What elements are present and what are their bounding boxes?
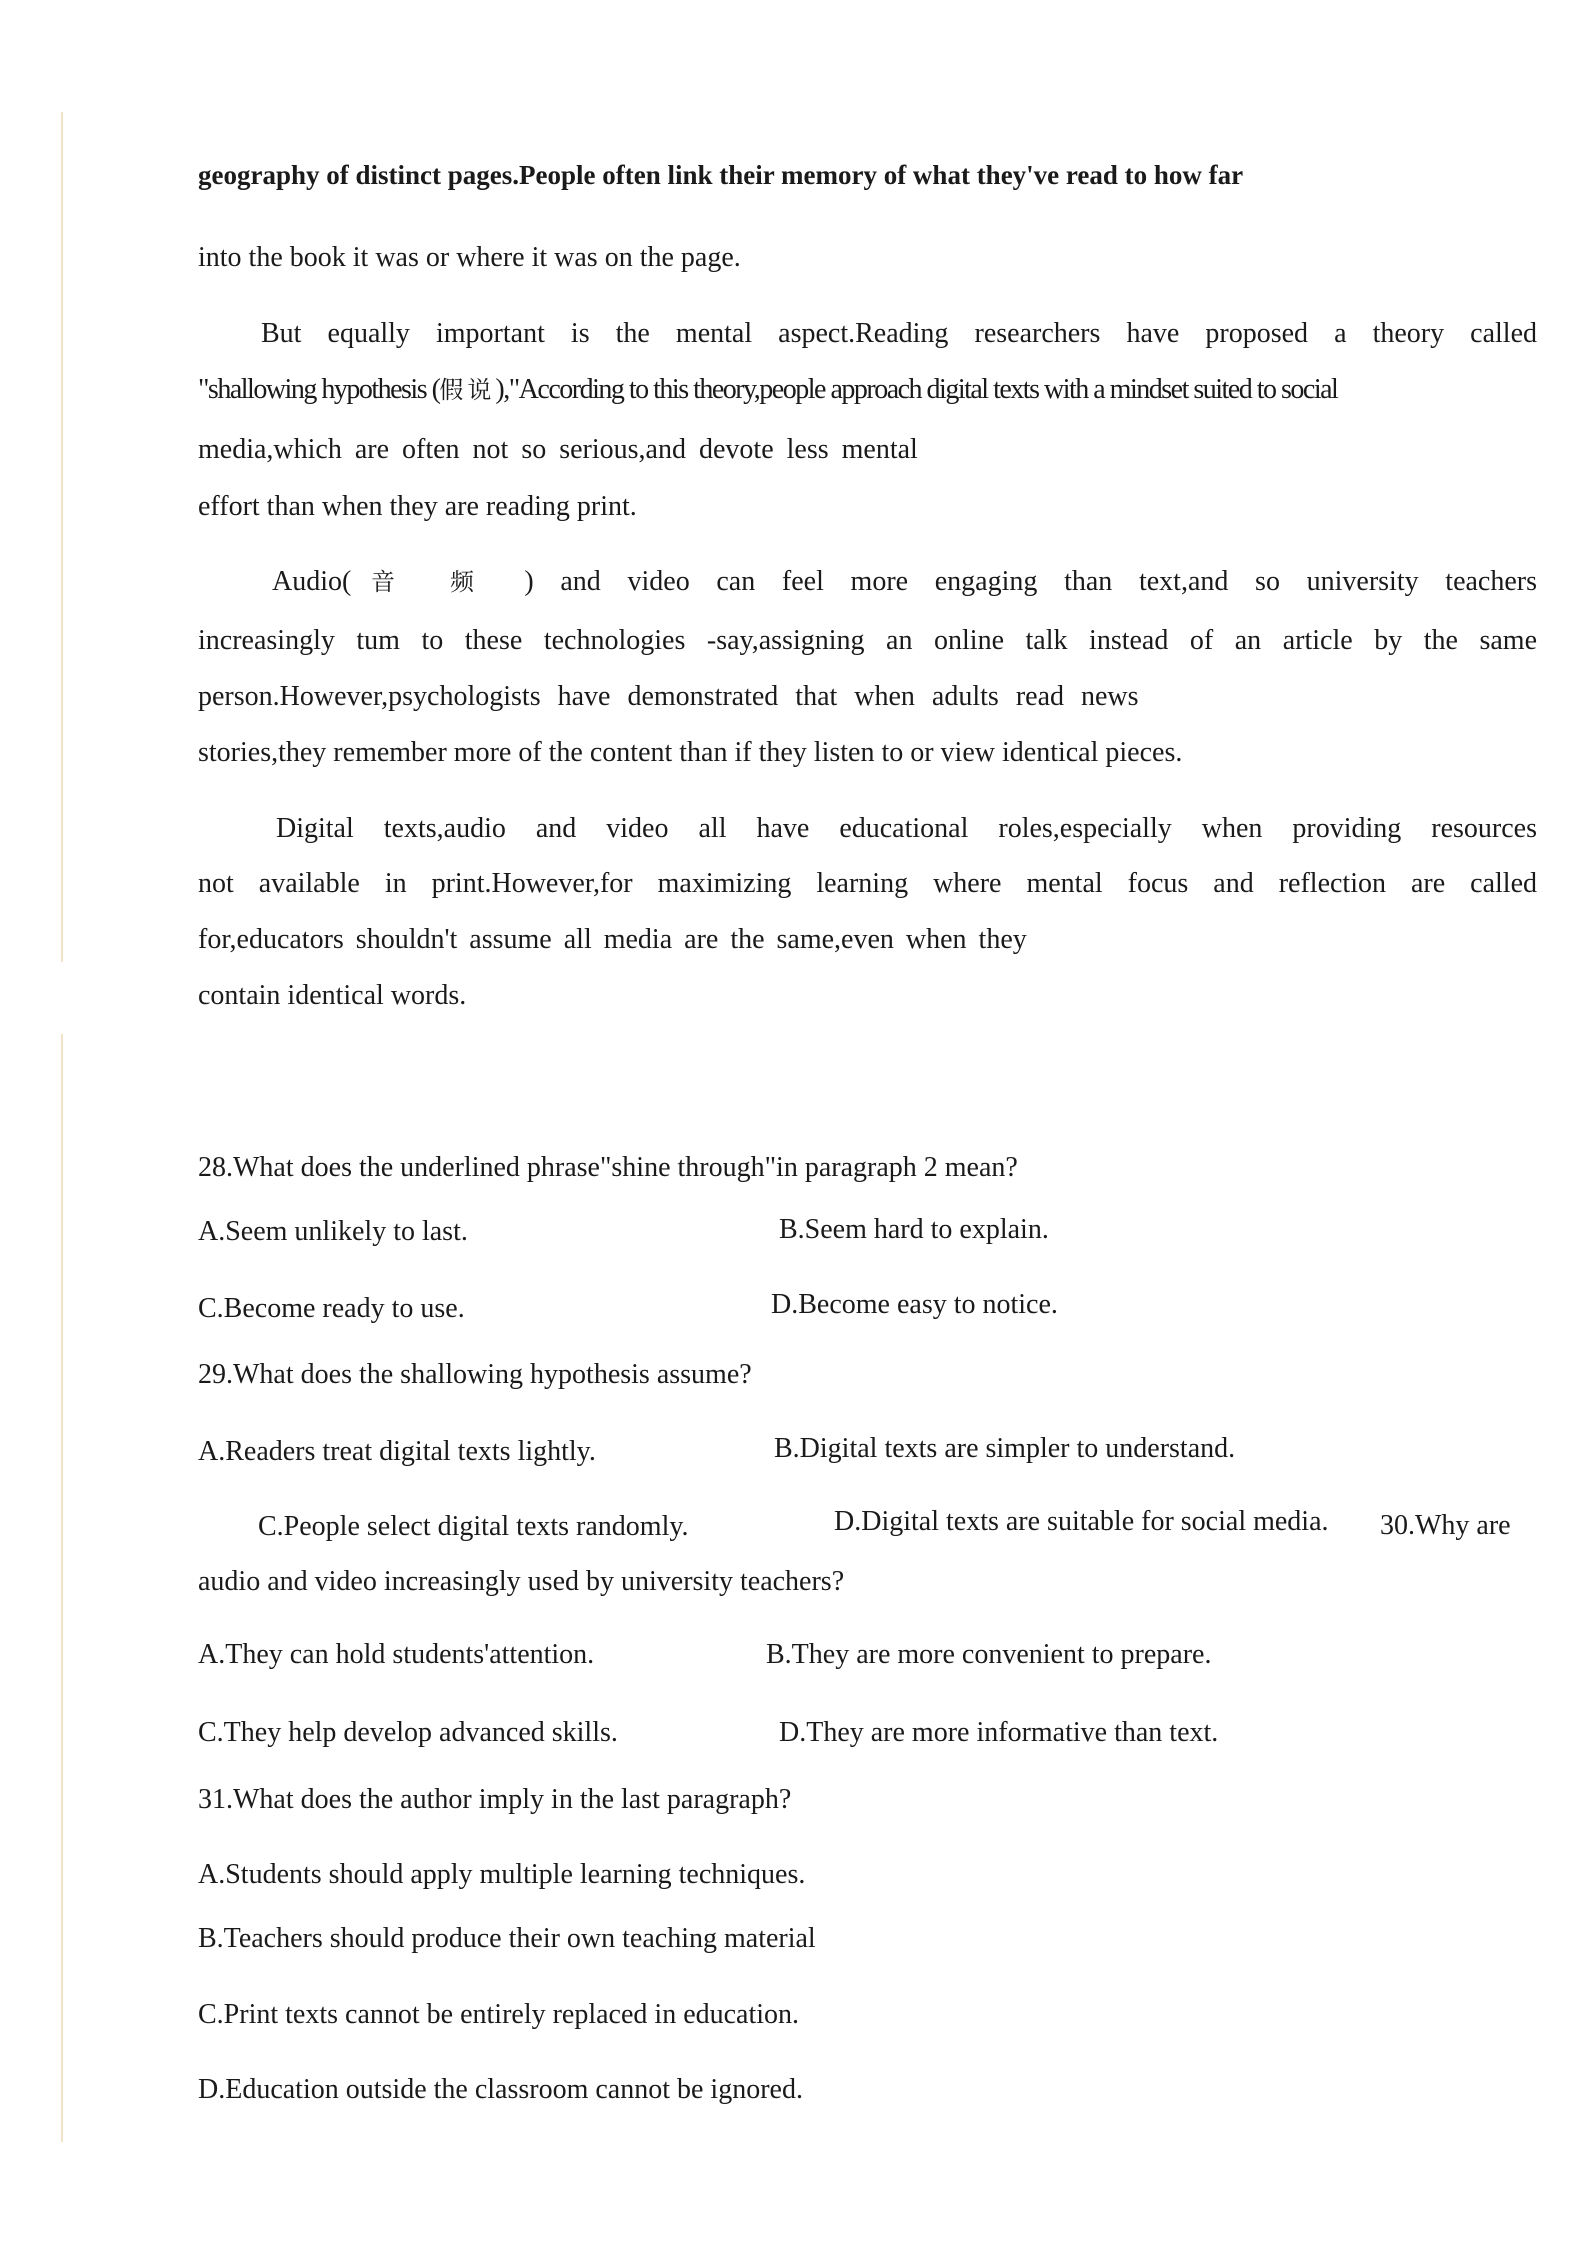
- paragraph-3-line: increasingly tum to these technologies -say,assigning an online talk instead of an article by the same: [198, 625, 1537, 656]
- question-29-option-a: A.Readers treat digital texts lightly.: [198, 1436, 596, 1467]
- margin-rule-bottom: [61, 1034, 63, 2142]
- paragraph-3-line: [272, 565, 1537, 599]
- question-31-option-a: A.Students should apply multiple learning techniques.: [198, 1859, 806, 1890]
- paragraph-4-line: for,educators shouldn't assume all media are the same,even when they: [198, 924, 1027, 955]
- passage-text: ),"According to this theory,people approach digital texts with a mindset suited to social: [495, 374, 1338, 405]
- question-28-option-b: B.Seem hard to explain.: [779, 1214, 1049, 1245]
- question-30-option-b: B.They are more convenient to prepare.: [766, 1639, 1212, 1670]
- paragraph-2-line: effort than when they are reading print.: [198, 491, 637, 522]
- question-29-option-d: D.Digital texts are suitable for social media.: [834, 1506, 1329, 1537]
- paragraph-4-line: contain identical words.: [198, 980, 467, 1011]
- paragraph-2-line: [198, 373, 1337, 407]
- question-28-option-a: A.Seem unlikely to last.: [198, 1216, 468, 1247]
- paragraph-4-line: not available in print.However,for maximizing learning where mental focus and reflection are called: [198, 868, 1537, 899]
- paragraph-4-line: Digital texts,audio and video all have educational roles,especially when providing resources: [276, 813, 1537, 844]
- chinese-gloss: 假说: [439, 376, 496, 404]
- question-30-stem: audio and video increasingly used by university teachers?: [198, 1566, 845, 1597]
- question-29-option-c: C.People select digital texts randomly.: [258, 1511, 689, 1542]
- passage-text: Audio(: [272, 566, 352, 597]
- question-28-option-d: D.Become easy to notice.: [771, 1289, 1058, 1320]
- question-28-stem: 28.What does the underlined phrase"shine through"in paragraph 2 mean?: [198, 1152, 1018, 1183]
- passage-line: geography of distinct pages.People often link their memory of what they've read to how far: [198, 160, 1244, 190]
- passage-line: into the book it was or where it was on the page.: [198, 242, 741, 273]
- paragraph-2-line: But equally important is the mental aspect.Reading researchers have proposed a theory called: [261, 318, 1537, 349]
- question-31-option-c: C.Print texts cannot be entirely replaced in education.: [198, 1999, 800, 2030]
- question-31-option-b: B.Teachers should produce their own teaching material: [198, 1923, 816, 1954]
- question-29-stem: 29.What does the shallowing hypothesis assume?: [198, 1359, 752, 1390]
- chinese-gloss: 音 频: [351, 568, 498, 596]
- passage-text: ) and video can feel more engaging than text,and so university teachers: [524, 566, 1538, 597]
- passage-text: "shallowing hypothesis (: [198, 374, 440, 405]
- question-30-stem: 30.Why are: [1380, 1510, 1511, 1541]
- question-31-option-d: D.Education outside the classroom cannot be ignored.: [198, 2074, 803, 2105]
- paragraph-3-line: person.However,psychologists have demonstrated that when adults read news: [198, 681, 1139, 712]
- question-28-option-c: C.Become ready to use.: [198, 1293, 465, 1324]
- question-30-option-a: A.They can hold students'attention.: [198, 1639, 595, 1670]
- margin-rule-top: [61, 112, 63, 962]
- question-29-option-b: B.Digital texts are simpler to understand.: [774, 1433, 1236, 1464]
- paragraph-2-line: media,which are often not so serious,and devote less mental: [198, 434, 918, 465]
- question-31-stem: 31.What does the author imply in the last paragraph?: [198, 1784, 792, 1815]
- question-30-option-d: D.They are more informative than text.: [779, 1717, 1219, 1748]
- paragraph-3-line: stories,they remember more of the content than if they listen to or view identical pieces.: [198, 737, 1183, 768]
- question-30-option-c: C.They help develop advanced skills.: [198, 1717, 618, 1748]
